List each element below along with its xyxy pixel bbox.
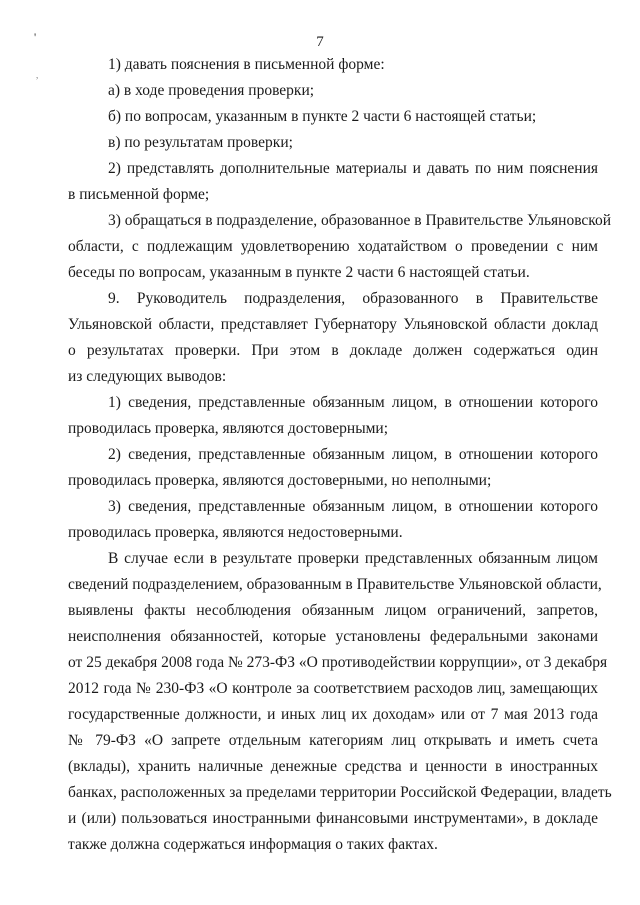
text-line: области, с подлежащим удовлетворению ходатайством о проведении с ним xyxy=(68,238,598,255)
text-line: Ульяновской области, представляет Губернатору Ульяновской области доклад xyxy=(68,316,598,333)
text-line: б) по вопросам, указанным в пункте 2 части 6 настоящей статьи; xyxy=(108,108,537,125)
text-line: 3) обращаться в подразделение, образованное в Правительстве Ульяновской xyxy=(108,212,612,229)
text-line: 2) представлять дополнительные материалы и давать по ним пояснения xyxy=(108,160,598,177)
text-line: сведений подразделением, образованным в Правительстве Ульяновской области, xyxy=(68,576,602,593)
text-line: 1) давать пояснения в письменной форме: xyxy=(108,56,385,73)
text-line: от 25 декабря 2008 года № 273-ФЗ «О противодействии коррупции», от 3 декабря xyxy=(68,654,608,671)
text-line: беседы по вопросам, указанным в пункте 2 части 6 настоящей статьи. xyxy=(68,264,530,281)
text-line: в письменной форме; xyxy=(68,186,210,203)
text-line: 1) сведения, представленные обязанным лицом, в отношении которого xyxy=(108,394,598,411)
text-line: и (или) пользоваться иностранными финансовыми инструментами», в докладе xyxy=(68,810,598,827)
text-line: проводилась проверка, являются достоверными; xyxy=(68,420,389,437)
text-line: 2) сведения, представленные обязанным лицом, в отношении которого xyxy=(108,446,598,463)
text-line: проводилась проверка, являются недостоверными. xyxy=(68,524,403,541)
document-body xyxy=(68,52,612,858)
text-line: а) в ходе проведения проверки; xyxy=(108,82,315,99)
text-line: (вклады), хранить наличные денежные средства и ценности в иностранных xyxy=(68,758,598,775)
text-line: из следующих выводов: xyxy=(68,368,227,385)
text-line: 3) сведения, представленные обязанным лицом, в отношении которого xyxy=(108,498,598,515)
scan-mark: , xyxy=(36,70,39,80)
scan-mark: ' xyxy=(34,30,37,44)
text-line: 2012 года № 230-ФЗ «О контроле за соответствием расходов лиц, замещающих xyxy=(68,680,598,697)
text-line: неисполнения обязанностей, которые установлены федеральными законами xyxy=(68,628,598,645)
text-line: банках, расположенных за пределами территории Российской Федерации, владеть xyxy=(68,784,612,801)
text-line: о результатах проверки. При этом в докладе должен содержаться один xyxy=(68,342,598,359)
text-line: проводилась проверка, являются достоверными, но неполными; xyxy=(68,472,492,489)
text-line: выявлены факты несоблюдения обязанным лицом ограничений, запретов, xyxy=(68,602,598,619)
text-line: В случае если в результате проверки представленных обязанным лицом xyxy=(108,550,598,567)
text-line: также должна содержаться информация о таких фактах. xyxy=(68,836,438,853)
text-line: в) по результатам проверки; xyxy=(108,134,293,151)
text-line: 9. Руководитель подразделения, образованного в Правительстве xyxy=(108,290,598,307)
text-line: № 79-ФЗ «О запрете отдельным категориям лиц открывать и иметь счета xyxy=(68,732,598,749)
page-number: 7 xyxy=(316,34,324,50)
text-line: государственные должности, и иных лиц их доходам» или от 7 мая 2013 года xyxy=(68,706,598,723)
